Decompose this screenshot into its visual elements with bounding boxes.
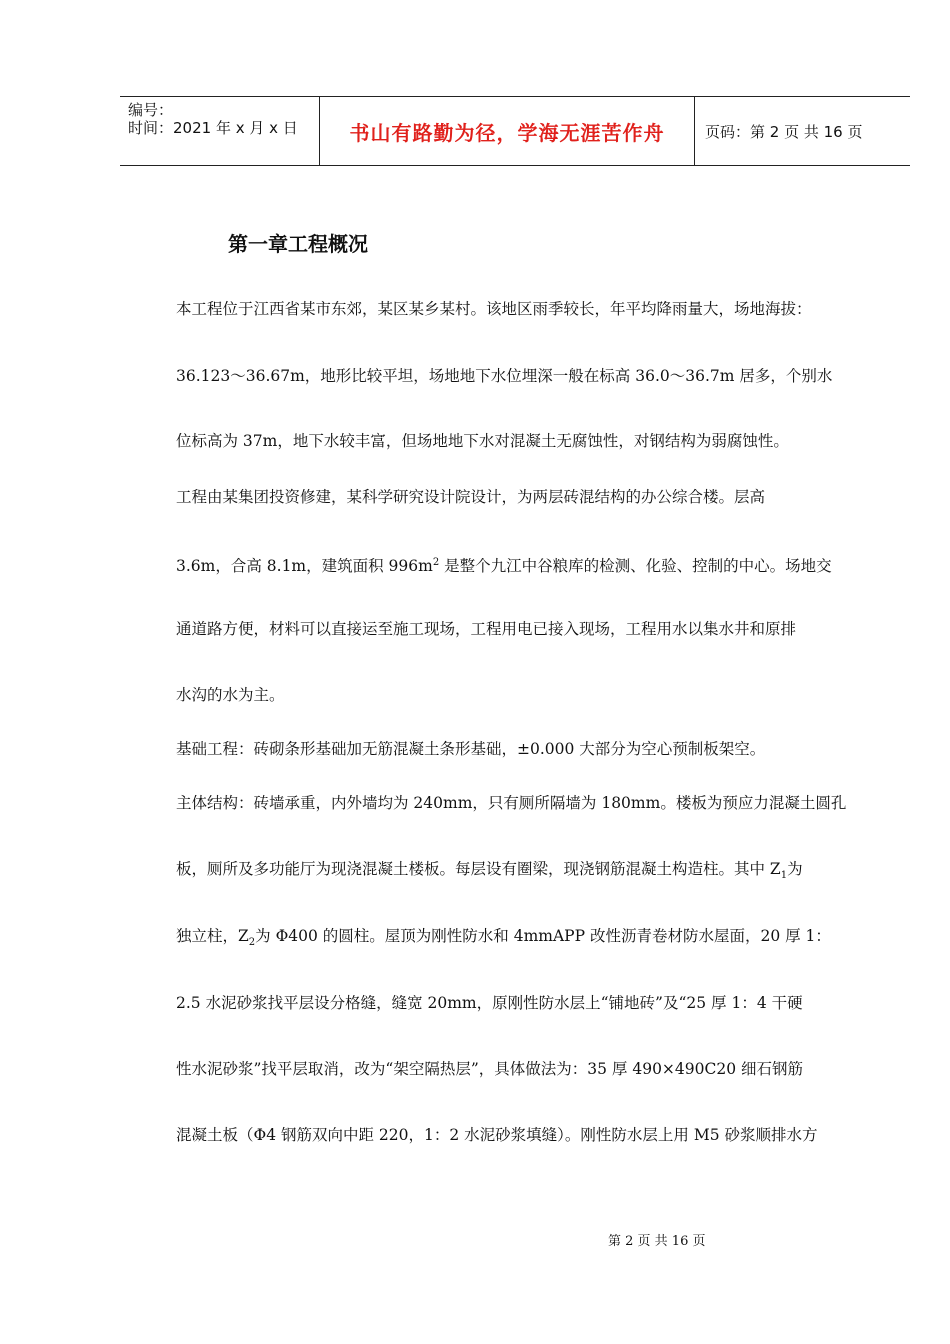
body-line: 位标高为 37m，地下水较丰富，但场地地下水对混凝土无腐蚀性，对钢结构为弱腐蚀性。 bbox=[176, 432, 789, 450]
chapter-title: 第一章工程概况 bbox=[228, 232, 368, 256]
body-line-part: 独立柱，Z bbox=[176, 927, 249, 945]
body-line-part: 3.6m，合高 8.1m，建筑面积 996m bbox=[176, 557, 433, 576]
body-line: 工程由某集团投资修建，某科学研究设计院设计，为两层砖混结构的办公综合楼。层高 bbox=[176, 488, 766, 506]
header-meta bbox=[120, 97, 320, 165]
body-line-part: 板，厕所及多功能厅为现浇混凝土楼板。每层设有圈梁，现浇钢筋混凝土构造柱。其中 Z bbox=[176, 860, 781, 878]
superscript: 2 bbox=[432, 557, 440, 568]
subscript: 1 bbox=[780, 870, 788, 882]
body-line: 混凝土板（Φ4 钢筋双向中距 220，1：2 水泥砂浆填缝）。刚性防水层上用 M5 砂浆顺排水方 bbox=[176, 1126, 818, 1144]
body-line bbox=[176, 925, 866, 954]
body-line: 本工程位于江西省某市东郊，某区某乡某村。该地区雨季较长，年平均降雨量大，场地海拔： bbox=[176, 300, 812, 318]
body-line-part: 为 Φ400 的圆柱。屋顶为刚性防水和 4mmAPP 改性沥青卷材防水屋面，20 厚 1： bbox=[255, 927, 831, 945]
body-line bbox=[176, 552, 866, 577]
header-motto: 书山有路勤为径，学海无涯苦作舟 bbox=[320, 97, 695, 165]
body-line-part: 为 bbox=[787, 860, 803, 878]
body-line-part: 是整个九江中谷粮库的检测、化验、控制的中心。场地交 bbox=[439, 557, 832, 576]
body-line bbox=[176, 858, 866, 887]
body-line: 水沟的水为主。 bbox=[176, 686, 285, 704]
page-footer: 第 2 页 共 16 页 bbox=[608, 1234, 706, 1249]
document-header bbox=[120, 96, 910, 166]
body-line: 性水泥砂浆”找平层取消，改为“架空隔热层”，具体做法为：35 厚 490×490C20 细石钢筋 bbox=[176, 1060, 804, 1078]
body-line: 36.123～36.67m，地形比较平坦，场地地下水位埋深一般在标高 36.0～36.7m 居多，个别水 bbox=[176, 367, 833, 385]
time-label: 时间：2021 年 x 月 x 日 bbox=[128, 119, 298, 137]
number-label: 编号： bbox=[128, 101, 174, 119]
header-page-label: 页码：第 2 页 共 16 页 bbox=[705, 122, 863, 141]
body-line: 通道路方便，材料可以直接运至施工现场，工程用电已接入现场，工程用水以集水井和原排 bbox=[176, 620, 797, 638]
body-line: 2.5 水泥砂浆找平层设分格缝，缝宽 20mm，原刚性防水层上“铺地砖”及“25 厚 1：4 干硬 bbox=[176, 994, 803, 1012]
subscript: 2 bbox=[248, 937, 256, 949]
body-line: 主体结构：砖墙承重，内外墙均为 240mm，只有厕所隔墙为 180mm。楼板为预应力混凝土圆孔 bbox=[176, 794, 847, 812]
body-line: 基础工程：砖砌条形基础加无筋混凝土条形基础，±0.000 大部分为空心预制板架空。 bbox=[176, 740, 766, 758]
